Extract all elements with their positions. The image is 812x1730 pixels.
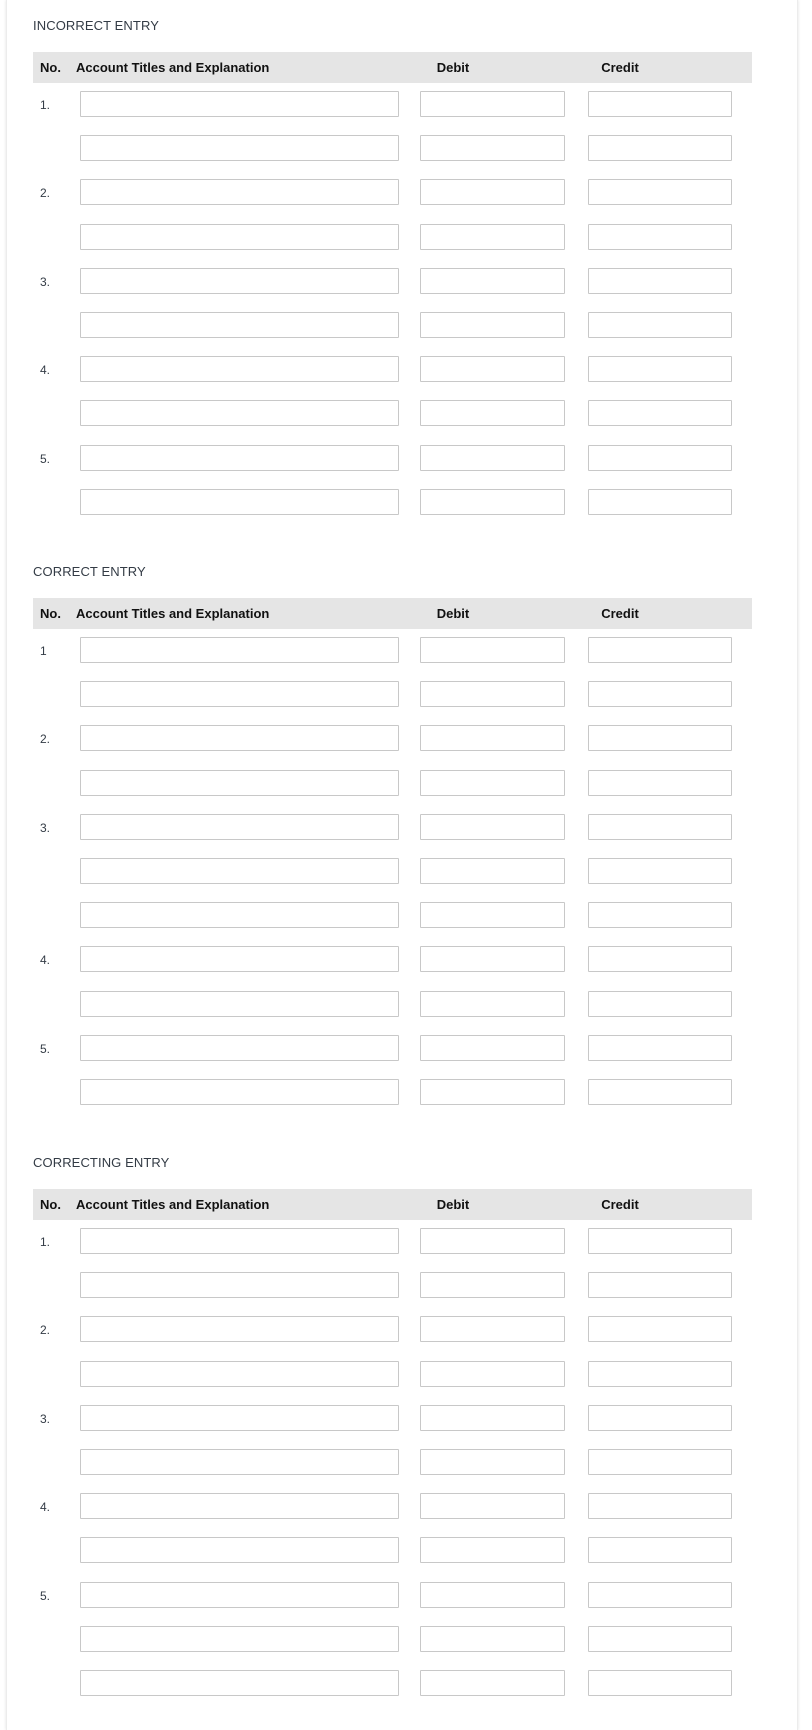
account-input[interactable] (80, 1582, 399, 1608)
row-number: 5. (40, 451, 51, 466)
table-row (33, 1361, 752, 1405)
account-input[interactable] (80, 445, 399, 471)
credit-input[interactable] (588, 179, 732, 205)
credit-input[interactable] (588, 268, 732, 294)
row-number: 3. (40, 1411, 51, 1426)
debit-input[interactable] (420, 770, 565, 796)
debit-input[interactable] (420, 312, 565, 338)
table-row (33, 1316, 752, 1360)
credit-input[interactable] (588, 1537, 732, 1563)
credit-input[interactable] (588, 1079, 732, 1105)
row-number: 5. (40, 1041, 51, 1056)
table-row (33, 770, 752, 814)
row-number: 4. (40, 1500, 51, 1515)
credit-input[interactable] (588, 1670, 732, 1696)
table-row (33, 814, 752, 858)
account-input[interactable] (80, 770, 399, 796)
credit-input[interactable] (588, 224, 732, 250)
row-number: 4. (40, 363, 51, 378)
table-row (33, 1228, 752, 1272)
row-number: 2. (40, 186, 51, 201)
debit-input[interactable] (420, 445, 565, 471)
account-input[interactable] (80, 858, 399, 884)
account-input[interactable] (80, 91, 399, 117)
debit-input[interactable] (420, 356, 565, 382)
account-input[interactable] (80, 400, 399, 426)
table-row (33, 1493, 752, 1537)
debit-input[interactable] (420, 1228, 565, 1254)
account-input[interactable] (80, 1405, 399, 1431)
debit-input[interactable] (420, 1272, 565, 1298)
account-input[interactable] (80, 991, 399, 1017)
credit-input[interactable] (588, 946, 732, 972)
table-row (33, 681, 752, 725)
row-number: 2. (40, 1323, 51, 1338)
credit-input[interactable] (588, 1626, 732, 1652)
credit-input[interactable] (588, 1405, 732, 1431)
table-row (33, 1537, 752, 1581)
debit-input[interactable] (420, 1405, 565, 1431)
table-row (33, 1626, 752, 1670)
table-row (33, 946, 752, 990)
column-header-account: Account Titles and Explanation (76, 1197, 270, 1212)
account-input[interactable] (80, 1316, 399, 1342)
account-input[interactable] (80, 1493, 399, 1519)
account-input[interactable] (80, 1537, 399, 1563)
table-row (33, 725, 752, 769)
debit-input[interactable] (420, 902, 565, 928)
table-row (33, 356, 752, 400)
debit-input[interactable] (420, 858, 565, 884)
debit-input[interactable] (420, 1449, 565, 1475)
entry-rows (33, 1228, 752, 1714)
entry-rows (33, 91, 752, 533)
column-header-account: Account Titles and Explanation (76, 606, 270, 621)
credit-input[interactable] (588, 1361, 732, 1387)
account-input[interactable] (80, 135, 399, 161)
debit-input[interactable] (420, 489, 565, 515)
credit-input[interactable] (588, 637, 732, 663)
table-header: No. Account Titles and Explanation Debit Credit (33, 1189, 752, 1220)
account-input[interactable] (80, 1626, 399, 1652)
credit-input[interactable] (588, 770, 732, 796)
debit-input[interactable] (420, 1493, 565, 1519)
credit-input[interactable] (588, 991, 732, 1017)
credit-input[interactable] (588, 489, 732, 515)
column-header-no: No. (40, 1197, 61, 1212)
account-input[interactable] (80, 224, 399, 250)
debit-input[interactable] (420, 637, 565, 663)
debit-input[interactable] (420, 400, 565, 426)
row-number: 2. (40, 732, 51, 747)
table-row (33, 1035, 752, 1079)
debit-input[interactable] (420, 224, 565, 250)
page-container (6, 0, 798, 1730)
debit-input[interactable] (420, 1316, 565, 1342)
credit-input[interactable] (588, 902, 732, 928)
account-input[interactable] (80, 356, 399, 382)
account-input[interactable] (80, 1272, 399, 1298)
debit-input[interactable] (420, 814, 565, 840)
column-header-account: Account Titles and Explanation (76, 60, 270, 75)
debit-input[interactable] (420, 179, 565, 205)
account-input[interactable] (80, 179, 399, 205)
table-row (33, 1405, 752, 1449)
column-header-no: No. (40, 60, 61, 75)
credit-input[interactable] (588, 312, 732, 338)
table-row (33, 312, 752, 356)
debit-input[interactable] (420, 991, 565, 1017)
table-row (33, 991, 752, 1035)
table-row (33, 224, 752, 268)
account-input[interactable] (80, 902, 399, 928)
credit-input[interactable] (588, 1449, 732, 1475)
debit-input[interactable] (420, 1626, 565, 1652)
table-row (33, 1079, 752, 1123)
column-header-no: No. (40, 606, 61, 621)
row-number: 3. (40, 274, 51, 289)
table-row (33, 179, 752, 223)
row-number: 1 (40, 644, 47, 658)
debit-input[interactable] (420, 1670, 565, 1696)
entry-rows (33, 637, 752, 1123)
table-header: No. Account Titles and Explanation Debit Credit (33, 52, 752, 83)
debit-input[interactable] (420, 268, 565, 294)
credit-input[interactable] (588, 725, 732, 751)
account-input[interactable] (80, 637, 399, 663)
table-row (33, 1582, 752, 1626)
account-input[interactable] (80, 1449, 399, 1475)
row-number: 1. (40, 98, 51, 112)
account-input[interactable] (80, 1228, 399, 1254)
credit-input[interactable] (588, 1272, 732, 1298)
debit-input[interactable] (420, 946, 565, 972)
debit-input[interactable] (420, 1035, 565, 1061)
table-row (33, 1272, 752, 1316)
row-number: 1. (40, 1235, 51, 1249)
debit-input[interactable] (420, 681, 565, 707)
account-input[interactable] (80, 1035, 399, 1061)
debit-input[interactable] (420, 725, 565, 751)
account-input[interactable] (80, 268, 399, 294)
debit-input[interactable] (420, 1361, 565, 1387)
debit-input[interactable] (420, 1537, 565, 1563)
table-row (33, 135, 752, 179)
credit-input[interactable] (588, 1582, 732, 1608)
table-row (33, 637, 752, 681)
debit-input[interactable] (420, 135, 565, 161)
credit-input[interactable] (588, 356, 732, 382)
row-number: 4. (40, 953, 51, 968)
table-row (33, 445, 752, 489)
account-input[interactable] (80, 1361, 399, 1387)
debit-input[interactable] (420, 1079, 565, 1105)
row-number: 3. (40, 820, 51, 835)
credit-input[interactable] (588, 135, 732, 161)
account-input[interactable] (80, 946, 399, 972)
table-row (33, 400, 752, 444)
table-row (33, 268, 752, 312)
account-input[interactable] (80, 1670, 399, 1696)
credit-input[interactable] (588, 400, 732, 426)
credit-input[interactable] (588, 814, 732, 840)
table-row (33, 1670, 752, 1714)
credit-input[interactable] (588, 91, 732, 117)
credit-input[interactable] (588, 1035, 732, 1061)
credit-input[interactable] (588, 1493, 732, 1519)
credit-input[interactable] (588, 858, 732, 884)
table-row (33, 858, 752, 902)
debit-input[interactable] (420, 91, 565, 117)
account-input[interactable] (80, 725, 399, 751)
table-row (33, 91, 752, 135)
account-input[interactable] (80, 489, 399, 515)
account-input[interactable] (80, 814, 399, 840)
credit-input[interactable] (588, 681, 732, 707)
credit-input[interactable] (588, 1316, 732, 1342)
table-row (33, 1449, 752, 1493)
account-input[interactable] (80, 681, 399, 707)
row-number: 5. (40, 1588, 51, 1603)
table-row (33, 489, 752, 533)
credit-input[interactable] (588, 1228, 732, 1254)
debit-input[interactable] (420, 1582, 565, 1608)
section-title: CORRECT ENTRY (33, 564, 146, 579)
account-input[interactable] (80, 1079, 399, 1105)
account-input[interactable] (80, 312, 399, 338)
credit-input[interactable] (588, 445, 732, 471)
table-row (33, 902, 752, 946)
section-title: INCORRECT ENTRY (33, 18, 159, 33)
table-header: No. Account Titles and Explanation Debit Credit (33, 598, 752, 629)
section-title: CORRECTING ENTRY (33, 1155, 170, 1170)
